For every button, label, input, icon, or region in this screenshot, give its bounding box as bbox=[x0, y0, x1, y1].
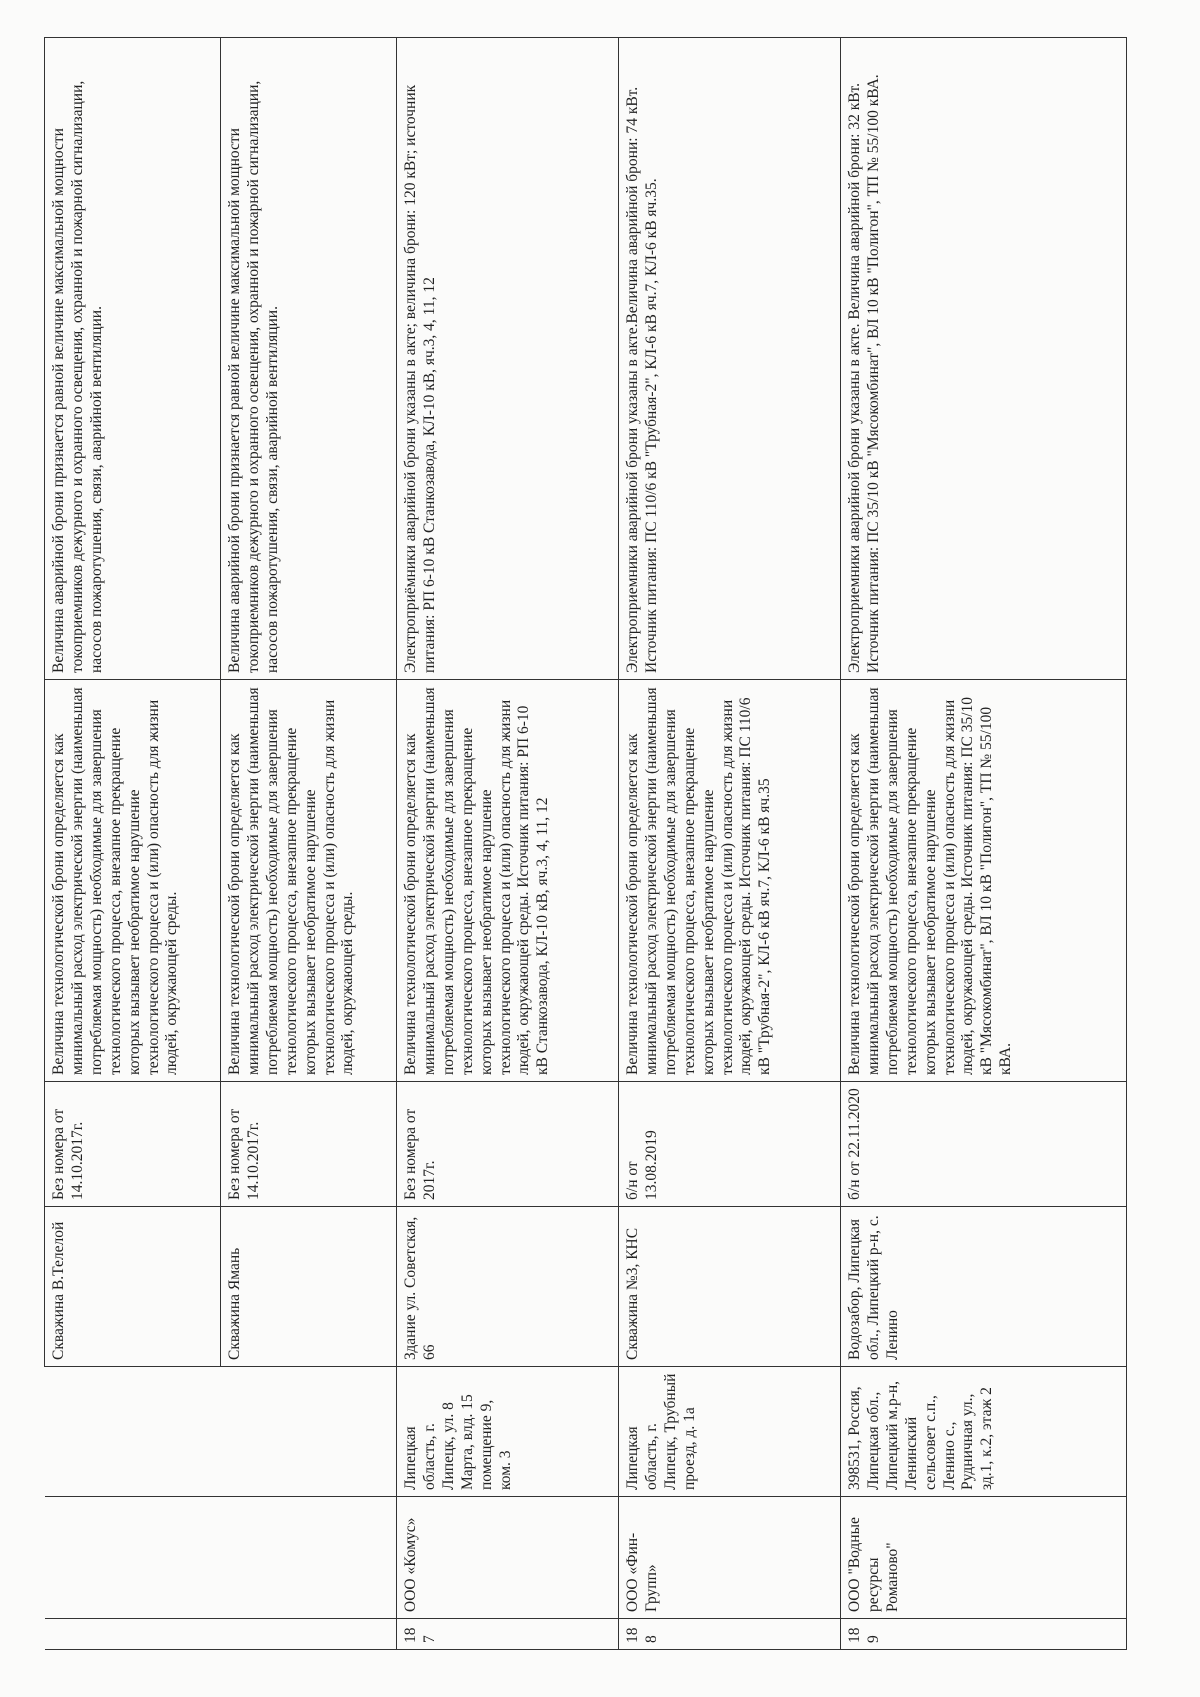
address-cell bbox=[45, 1367, 221, 1497]
emergency-reserve-cell: Электроприёмники аварийной брони указаны в акте; величина брони: 120 кВт; источник питания: РП 6-10 кВ Станкозавода, КЛ-10 кВ, яч.3, 4, 11, 12 bbox=[397, 38, 619, 680]
row-number: 187 bbox=[397, 1619, 619, 1650]
organization-cell: ООО «Комус» bbox=[397, 1497, 619, 1619]
technological-reserve-cell: Величина технологической брони определяется как минимальный расход электрической энергии (наименьшая потребляемая мощность) необходимые для завершения технологического процесса, внезапное прекращение которых вызывает необратимое нарушение технологического процесса и (или) опасность для жизни людей, окружающей среды. Источник питания: ПС 35/10 кВ "Мясокомбинат", ВЛ 10 кВ "Полигон", ТП № 55/100 кВА. bbox=[841, 680, 1127, 1082]
emergency-reserve-cell: Электроприемники аварийной брони указаны в акте. Величина аварийной брони: 32 кВт. Источник питания: ПС 35/10 кВ "Мясокомбинат", ВЛ 10 кВ "Полигон", ТП № 55/100 кВА. bbox=[841, 38, 1127, 680]
rotated-table-wrapper bbox=[44, 38, 1126, 1650]
table-row bbox=[619, 38, 841, 1650]
table-row bbox=[397, 38, 619, 1650]
address-cell: 398531, Россия, Липецкая обл., Липецкий м.р-н, Ленинский сельсовет с.п., Ленино с., Рудничная ул., зд.1, к.2, этаж 2 bbox=[841, 1367, 1127, 1497]
technological-reserve-cell: Величина технологической брони определяется как минимальный расход электрической энергии (наименьшая потребляемая мощность) необходимые для завершения технологического процесса, внезапное прекращение которых вызывает необратимое нарушение технологического процесса и (или) опасность для жизни людей, окружающей среды. bbox=[221, 680, 397, 1082]
table-row bbox=[45, 38, 221, 1650]
row-number bbox=[221, 1619, 397, 1650]
reservation-table bbox=[44, 37, 1127, 1650]
row-number: 189 bbox=[841, 1619, 1127, 1650]
emergency-reserve-cell: Величина аварийной брони признается равной величине максимальной мощности токоприемников дежурного и охранного освещения, охранной и пожарной сигнализации, насосов пожаротушения, связи, аварийной вентиляции. bbox=[221, 38, 397, 680]
organization-cell: ООО «Фин-Групп» bbox=[619, 1497, 841, 1619]
object-cell: Здание ул. Советская, 66 bbox=[397, 1207, 619, 1367]
technological-reserve-cell: Величина технологической брони определяется как минимальный расход электрической энергии (наименьшая потребляемая мощность) необходимые для завершения технологического процесса, внезапное прекращение которых вызывает необратимое нарушение технологического процесса и (или) опасность для жизни людей, окружающей среды. Источник питания: РП 6-10 кВ Станкозавода, КЛ-10 кВ, яч.3, 4, 11, 12 bbox=[397, 680, 619, 1082]
technological-reserve-cell: Величина технологической брони определяется как минимальный расход электрической энергии (наименьшая потребляемая мощность) необходимые для завершения технологического процесса, внезапное прекращение которых вызывает необратимое нарушение технологического процесса и (или) опасность для жизни людей, окружающей среды. Источник питания: ПС 110/6 кВ "Трубная-2", КЛ-6 кВ яч.7, КЛ-6 кВ яч.35 bbox=[619, 680, 841, 1082]
organization-cell: ООО "Водные ресурсы Романово" bbox=[841, 1497, 1127, 1619]
emergency-reserve-cell: Электроприемники аварийной брони указаны в акте.Величина аварийной брони: 74 кВт. Источник питания: ПС 110/6 кВ "Трубная-2", КЛ-6 кВ яч.7, КЛ-6 кВ яч.35. bbox=[619, 38, 841, 680]
act-cell: Без номера от 14.10.2017г. bbox=[221, 1082, 397, 1207]
technological-reserve-cell: Величина технологической брони определяется как минимальный расход электрической энергии (наименьшая потребляемая мощность) необходимые для завершения технологического процесса, внезапное прекращение которых вызывает необратимое нарушение технологического процесса и (или) опасность для жизни людей, окружающей среды. bbox=[45, 680, 221, 1082]
address-cell bbox=[221, 1367, 397, 1497]
row-number bbox=[45, 1619, 221, 1650]
table-row bbox=[841, 38, 1127, 1650]
row-number: 188 bbox=[619, 1619, 841, 1650]
organization-cell bbox=[221, 1497, 397, 1619]
act-cell: Без номера от 2017г. bbox=[397, 1082, 619, 1207]
act-cell: Без номера от 14.10.2017г. bbox=[45, 1082, 221, 1207]
object-cell: Скважина №3, КНС bbox=[619, 1207, 841, 1367]
object-cell: Скважина Ямань bbox=[221, 1207, 397, 1367]
emergency-reserve-cell: Величина аварийной брони признается равной величине максимальной мощности токоприемников дежурного и охранного освещения, охранной и пожарной сигнализации, насосов пожаротушения, связи, аварийной вентиляции. bbox=[45, 38, 221, 680]
address-cell: Липецкая область, г. Липецк, Трубный проезд, д. 1а bbox=[619, 1367, 841, 1497]
act-cell: б/н от 22.11.2020 bbox=[841, 1082, 1127, 1207]
act-cell: б/н от 13.08.2019 bbox=[619, 1082, 841, 1207]
organization-cell bbox=[45, 1497, 221, 1619]
address-cell: Липецкая область, г. Липецк, ул. 8 Марта, влд. 15 помещение 9, ком. 3 bbox=[397, 1367, 619, 1497]
table-row bbox=[221, 38, 397, 1650]
object-cell: Скважина В.Телелой bbox=[45, 1207, 221, 1367]
object-cell: Водозабор, Липецкая обл., Липецкий р-н, с. Ленино bbox=[841, 1207, 1127, 1367]
